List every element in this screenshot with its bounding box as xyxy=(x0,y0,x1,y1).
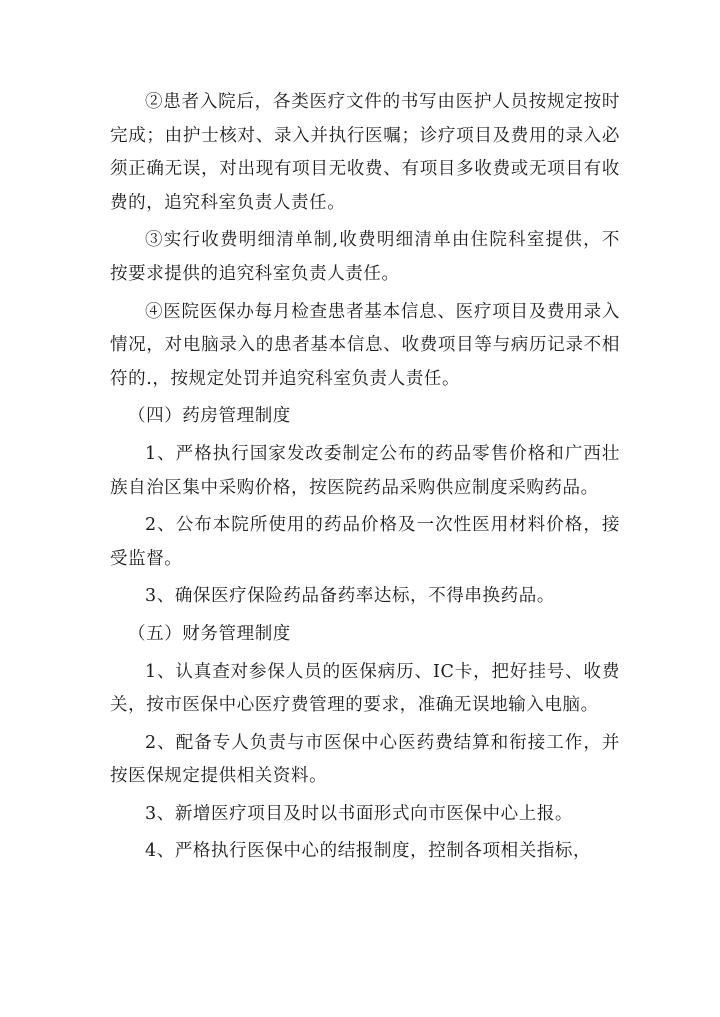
paragraph-admission-records: ②患者入院后，各类医疗文件的书写由医护人员按规定按时完成；由护士核对、录入并执行医嘱；诊疗项目及费用的录入必须正确无误，对出现有项目无收费、有项目多收费或无项目有收费的，追究科室负责人责任。 xyxy=(110,92,620,213)
paragraph-monthly-inspection: ④医院医保办每月检查患者基本信息、医疗项目及费用录入情况，对电脑录入的患者基本信息、收费项目等与病历记录不相符的.，按规定处罚并追究科室负责人责任。 xyxy=(110,301,620,389)
paragraph-finance-item-3: 3、新增医疗项目及时以书面形式向市医保中心上报。 xyxy=(145,803,574,824)
paragraph-pharmacy-item-3: 3、确保医疗保险药品备药率达标，不得串换药品。 xyxy=(145,586,555,607)
paragraph-pharmacy-item-2: 2、公布本院所使用的药品价格及一次性医用材料价格，接受监督。 xyxy=(110,515,620,569)
paragraph-finance-item-2: 2、配备专人负责与市医保中心医药费结算和衔接工作，并按医保规定提供相关资料。 xyxy=(110,732,620,787)
paragraph-expense-list: ③实行收费明细清单制,收费明细清单由住院科室提供，不按要求提供的追究科室负责人责任。 xyxy=(110,230,620,284)
paragraph-pharmacy-item-1: 1、严格执行国家发改委制定公布的药品零售价格和广西壮族自治区集中采购价格，按医院药品采购供应制度采购药品。 xyxy=(110,443,620,498)
paragraph-finance-item-1: 1、认真查对参保人员的医保病历、IC卡，把好挂号、收费关，按市医保中心医疗费管理的要求，准确无误地输入电脑。 xyxy=(110,661,620,716)
section-heading-finance: （五）财务管理制度 xyxy=(128,623,291,644)
document-body xyxy=(110,86,620,873)
paragraph-finance-item-4: 4、严格执行医保中心的结报制度，控制各项相关指标， xyxy=(145,841,592,862)
section-heading-pharmacy: （四）药房管理制度 xyxy=(128,406,291,427)
